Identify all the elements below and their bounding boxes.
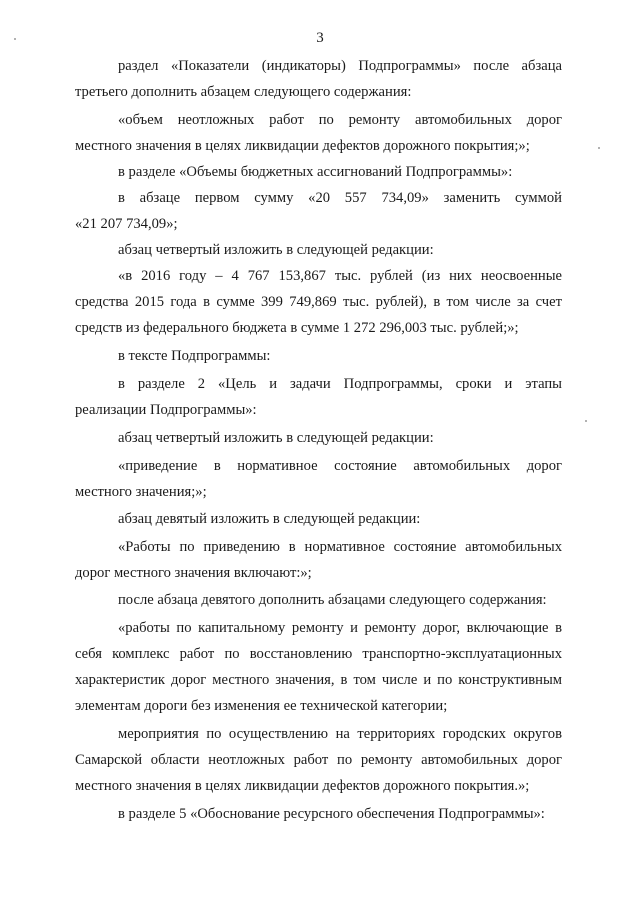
line-13: в разделе 2 «Цель и задачи Подпрограммы, сроки и этапы	[118, 376, 562, 392]
line-12: в тексте Подпрограммы:	[118, 348, 271, 364]
line-08: абзац четвертый изложить в следующей редакции:	[118, 242, 434, 258]
line-09: «в 2016 году – 4 767 153,867 тыс. рублей (из них неосвоенные	[118, 268, 562, 284]
line-10: средства 2015 года в сумме 399 749,869 тыс. рублей), в том числе за счет	[75, 294, 562, 310]
line-16: «приведение в нормативное состояние автомобильных дорог	[118, 458, 562, 474]
line-07: «21 207 734,09»;	[75, 216, 178, 232]
line-27: Самарской области неотложных работ по ремонту автомобильных дорог	[75, 752, 562, 768]
line-01: раздел «Показатели (индикаторы) Подпрограммы» после абзаца	[118, 58, 562, 74]
line-02: третьего дополнить абзацем следующего содержания:	[75, 84, 412, 100]
scan-speck	[598, 147, 600, 149]
line-26: мероприятия по осуществлению на территориях городских округов	[118, 726, 562, 742]
line-24: характеристик дорог местного значения, в том числе и по конструктивным	[75, 672, 562, 688]
line-29: в разделе 5 «Обоснование ресурсного обеспечения Подпрограммы»:	[118, 806, 545, 822]
line-17: местного значения;»;	[75, 484, 207, 500]
line-06: в абзаце первом сумму «20 557 734,09» заменить суммой	[118, 190, 562, 206]
line-23: себя комплекс работ по восстановлению транспортно-эксплуатационных	[75, 646, 562, 662]
line-15: абзац четвертый изложить в следующей редакции:	[118, 430, 434, 446]
line-25: элементам дороги без изменения ее технической категории;	[75, 698, 448, 714]
line-28: местного значения в целях ликвидации дефектов дорожного покрытия.»;	[75, 778, 530, 794]
scan-speck	[14, 38, 16, 40]
line-03: «объем неотложных работ по ремонту автомобильных дорог	[118, 112, 562, 128]
line-14: реализации Подпрограммы»:	[75, 402, 257, 418]
line-18: абзац девятый изложить в следующей редакции:	[118, 511, 421, 527]
line-20: дорог местного значения включают:»;	[75, 565, 312, 581]
line-22: «работы по капитальному ремонту и ремонту дорог, включающие в	[118, 620, 562, 636]
line-05: в разделе «Объемы бюджетных ассигнований Подпрограммы»:	[118, 164, 513, 180]
line-19: «Работы по приведению в нормативное состояние автомобильных	[118, 539, 562, 555]
line-04: местного значения в целях ликвидации дефектов дорожного покрытия;»;	[75, 138, 530, 154]
line-11: средств из федерального бюджета в сумме 1 272 296,003 тыс. рублей;»;	[75, 320, 519, 336]
scan-speck	[585, 420, 587, 422]
page-number: 3	[316, 30, 324, 46]
line-21: после абзаца девятого дополнить абзацами следующего содержания:	[118, 592, 547, 608]
